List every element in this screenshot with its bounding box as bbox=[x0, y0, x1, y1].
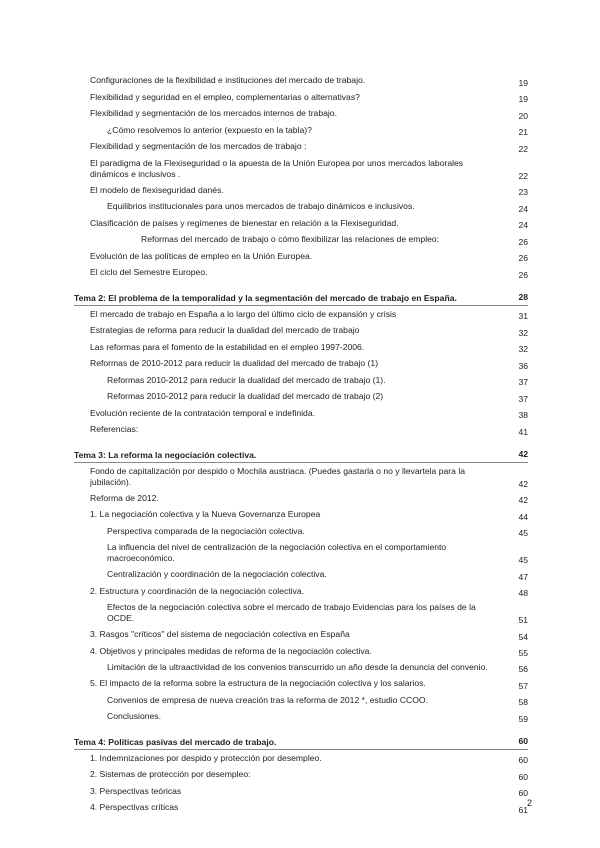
toc-entry-page: 44 bbox=[518, 511, 528, 522]
toc-entry-title: 2. Sistemas de protección por desempleo: bbox=[90, 769, 251, 779]
toc-entry[interactable] bbox=[74, 264, 528, 281]
toc-entry-page: 42 bbox=[518, 495, 528, 505]
toc-entry[interactable] bbox=[74, 490, 528, 507]
toc-entry[interactable] bbox=[74, 138, 528, 155]
toc-entry-page: 48 bbox=[518, 588, 528, 598]
toc-entry-page: 19 bbox=[518, 94, 528, 104]
toc-entry-page: 20 bbox=[518, 110, 528, 121]
toc-entry-page: 60 bbox=[518, 771, 528, 782]
toc-entry-title: El ciclo del Semestre Europeo. bbox=[90, 267, 208, 277]
toc-entry-page: 32 bbox=[518, 344, 528, 354]
toc-section-heading[interactable] bbox=[74, 447, 528, 463]
toc-entry[interactable] bbox=[74, 523, 528, 540]
toc-entry-page: 58 bbox=[518, 697, 528, 707]
toc-heading-page: 28 bbox=[518, 291, 528, 302]
toc-entry-title: La influencia del nivel de centralización de la negociación colectiva en el comportamiento macroeconómico. bbox=[107, 542, 447, 563]
toc-entry-page: 31 bbox=[518, 311, 528, 321]
toc-entry-title: Estrategias de reforma para reducir la dualidad del mercado de trabajo bbox=[90, 325, 360, 335]
toc-entry[interactable] bbox=[74, 89, 528, 106]
toc-entry-title: 2. Estructura y coordinación de la negociación colectiva. bbox=[90, 585, 305, 596]
toc-entry-page: 24 bbox=[518, 220, 528, 230]
toc-entry[interactable] bbox=[74, 766, 528, 783]
toc-entry[interactable] bbox=[74, 799, 528, 816]
toc-entry-page: 51 bbox=[518, 615, 528, 625]
toc-entry-page: 60 bbox=[518, 788, 528, 798]
toc-entry-page: 22 bbox=[518, 170, 528, 181]
toc-entry-page: 61 bbox=[518, 804, 528, 815]
toc-entry-page: 45 bbox=[518, 528, 528, 538]
toc-entry-page: 19 bbox=[518, 77, 528, 88]
toc-entry-page: 45 bbox=[518, 555, 528, 565]
toc-entry[interactable] bbox=[74, 506, 528, 523]
toc-entry-title: El modelo de flexiseguridad danés. bbox=[90, 184, 224, 195]
toc-entry-page: 60 bbox=[518, 755, 528, 765]
toc-entry[interactable] bbox=[74, 783, 528, 800]
toc-heading-title: Tema 3: La reforma la negociación colectiva. bbox=[74, 449, 257, 460]
toc-entry-title: Reforma de 2012. bbox=[90, 492, 159, 503]
toc-entry[interactable] bbox=[74, 692, 528, 709]
toc-entry-page: 37 bbox=[518, 377, 528, 387]
toc-entry-page: 32 bbox=[518, 327, 528, 338]
toc-entry-page: 22 bbox=[518, 143, 528, 154]
toc-entry-title: Convenios de empresa de nueva creación tras la reforma de 2012 *, estudio CCOO. bbox=[107, 694, 429, 705]
toc-entry-page: 59 bbox=[518, 713, 528, 724]
toc-entry-page: 26 bbox=[518, 253, 528, 263]
toc-entry-title: Conclusiones. bbox=[107, 711, 161, 721]
toc-entry-title: 1. Indemnizaciones por despido y protección por desempleo. bbox=[90, 752, 322, 763]
toc-entry-title: El paradigma de la Flexiseguridad o la apuesta de la Unión Europea por unos mercados laborales dinámicos e inclusivos . bbox=[90, 157, 464, 179]
toc-entry[interactable] bbox=[74, 388, 528, 405]
toc-entry[interactable] bbox=[74, 231, 528, 248]
toc-entry-title: Flexibilidad y segmentación de los mercados de trabajo : bbox=[90, 141, 307, 151]
toc-entry-page: 42 bbox=[518, 478, 528, 489]
toc-entry-title: Evolución reciente de la contratación temporal e indefinida. bbox=[90, 407, 316, 418]
toc-entry-title: 3. Perspectivas teóricas bbox=[90, 785, 182, 796]
toc-entry-page: 55 bbox=[518, 648, 528, 658]
toc-entry-page: 41 bbox=[518, 426, 528, 437]
toc-entry[interactable] bbox=[74, 463, 528, 490]
toc-entry-title: Equilibrios institucionales para unos mercados de trabajo dinámicos e inclusivos. bbox=[107, 201, 415, 211]
toc-entry[interactable] bbox=[74, 539, 528, 566]
toc-entry-title: Clasificación de países y regímenes de bienestar en relación a la Flexiseguridad. bbox=[90, 217, 399, 228]
toc-entry-title: Reformas del mercado de trabajo o cómo flexibilizar las relaciones de empleo: bbox=[141, 234, 440, 244]
toc-entry[interactable] bbox=[74, 659, 528, 675]
toc-entry-page: 38 bbox=[518, 410, 528, 420]
toc-entry-title: Reformas 2010-2012 para reducir la dualidad del mercado de trabajo (2) bbox=[107, 391, 384, 401]
toc-entry-title: 4. Perspectivas críticas bbox=[90, 802, 179, 812]
toc-entry-title: 5. El impacto de la reforma sobre la estructura de la negociación colectiva y los salarios. bbox=[90, 678, 426, 688]
toc-entry[interactable] bbox=[74, 626, 528, 643]
toc-entry-title: Centralización y coordinación de la negociación colectiva. bbox=[107, 569, 327, 579]
toc-entry[interactable] bbox=[74, 215, 528, 232]
toc-entry-title: 3. Rasgos "críticos" del sistema de negociación colectiva en España bbox=[90, 629, 350, 639]
toc-entry[interactable] bbox=[74, 198, 528, 215]
table-of-contents bbox=[74, 72, 528, 816]
toc-entry-title: Evolución de las políticas de empleo en la Unión Europea. bbox=[90, 250, 313, 261]
toc-entry-page: 26 bbox=[518, 269, 528, 280]
toc-entry[interactable] bbox=[74, 105, 528, 122]
toc-entry[interactable] bbox=[74, 72, 528, 89]
toc-entry[interactable] bbox=[74, 306, 528, 323]
toc-entry-title: Reformas de 2010-2012 para reducir la dualidad del mercado de trabajo (1) bbox=[90, 358, 379, 368]
toc-entry-page: 23 bbox=[518, 187, 528, 197]
toc-entry-title: Fondo de capitalización por despido o Mochila austriaca. (Puedes gastarla o no y llevartela para la jubilación). bbox=[90, 465, 466, 487]
toc-entry-title: Flexibilidad y segmentación de los mercados internos de trabajo. bbox=[90, 108, 337, 118]
toc-entry-page: 54 bbox=[518, 631, 528, 642]
toc-entry[interactable] bbox=[74, 122, 528, 139]
page-number: 2 bbox=[526, 798, 532, 808]
toc-entry[interactable] bbox=[74, 583, 528, 600]
toc-entry[interactable] bbox=[74, 372, 528, 389]
toc-entry[interactable] bbox=[74, 355, 528, 372]
toc-heading-page: 42 bbox=[518, 448, 528, 459]
toc-entry-page: 57 bbox=[518, 680, 528, 691]
toc-entry-title: Efectos de la negociación colectiva sobre el mercado de trabajo Evidencias para los países de la OCDE. bbox=[107, 602, 476, 623]
toc-entry-title: Reformas 2010-2012 para reducir la dualidad del mercado de trabajo (1). bbox=[107, 374, 386, 385]
toc-entry[interactable] bbox=[74, 750, 528, 767]
toc-entry-page: 56 bbox=[518, 664, 528, 674]
toc-entry[interactable] bbox=[74, 421, 528, 438]
toc-entry-title: 4. Objetivos y principales medidas de reforma de la negociación colectiva. bbox=[90, 645, 372, 656]
toc-entry-title: ¿Cómo resolvemos lo anterior (expuesto en la tabla)? bbox=[107, 124, 312, 135]
toc-entry-title: Las reformas para el fomento de la estabilidad en el empleo 1997-2006. bbox=[90, 341, 365, 352]
toc-heading-page: 60 bbox=[518, 735, 528, 746]
toc-entry[interactable] bbox=[74, 248, 528, 265]
toc-entry[interactable] bbox=[74, 322, 528, 339]
toc-entry[interactable] bbox=[74, 155, 528, 182]
toc-entry[interactable] bbox=[74, 708, 528, 725]
toc-entry-page: 21 bbox=[518, 127, 528, 137]
toc-entry-page: 36 bbox=[518, 360, 528, 371]
toc-entry[interactable] bbox=[74, 675, 528, 692]
toc-entry-page: 47 bbox=[518, 571, 528, 582]
toc-heading-title: Tema 2: El problema de la temporalidad y la segmentación del mercado de trabajo en España. bbox=[74, 292, 457, 303]
toc-entry-title: 1. La negociación colectiva y la Nueva Governanza Europea bbox=[90, 509, 321, 519]
toc-entry[interactable] bbox=[74, 599, 528, 626]
toc-entry-title: Configuraciones de la flexibilidad e instituciones del mercado de trabajo. bbox=[90, 75, 366, 85]
toc-section-heading[interactable] bbox=[74, 290, 528, 306]
toc-entry-title: Referencias: bbox=[90, 424, 139, 434]
toc-heading-title: Tema 4: Políticas pasivas del mercado de trabajo. bbox=[74, 736, 277, 747]
toc-entry[interactable] bbox=[74, 643, 528, 660]
toc-entry-page: 37 bbox=[518, 393, 528, 404]
toc-entry-title: Perspectiva comparada de la negociación colectiva. bbox=[107, 525, 305, 536]
toc-entry-title: El mercado de trabajo en España a lo largo del último ciclo de expansión y crisis bbox=[90, 308, 397, 319]
toc-entry-title: Limitación de la ultraactividad de los convenios transcurrido un año desde la denuncia del convenio. bbox=[107, 662, 488, 672]
toc-entry-title: Flexibilidad y seguridad en el empleo, complementarias o alternativas? bbox=[90, 91, 360, 102]
toc-entry[interactable] bbox=[74, 339, 528, 356]
toc-entry[interactable] bbox=[74, 566, 528, 583]
toc-entry[interactable] bbox=[74, 182, 528, 199]
toc-entry-page: 26 bbox=[518, 236, 528, 247]
toc-entry[interactable] bbox=[74, 405, 528, 422]
toc-section-heading[interactable] bbox=[74, 734, 528, 750]
toc-entry-page: 24 bbox=[518, 203, 528, 214]
